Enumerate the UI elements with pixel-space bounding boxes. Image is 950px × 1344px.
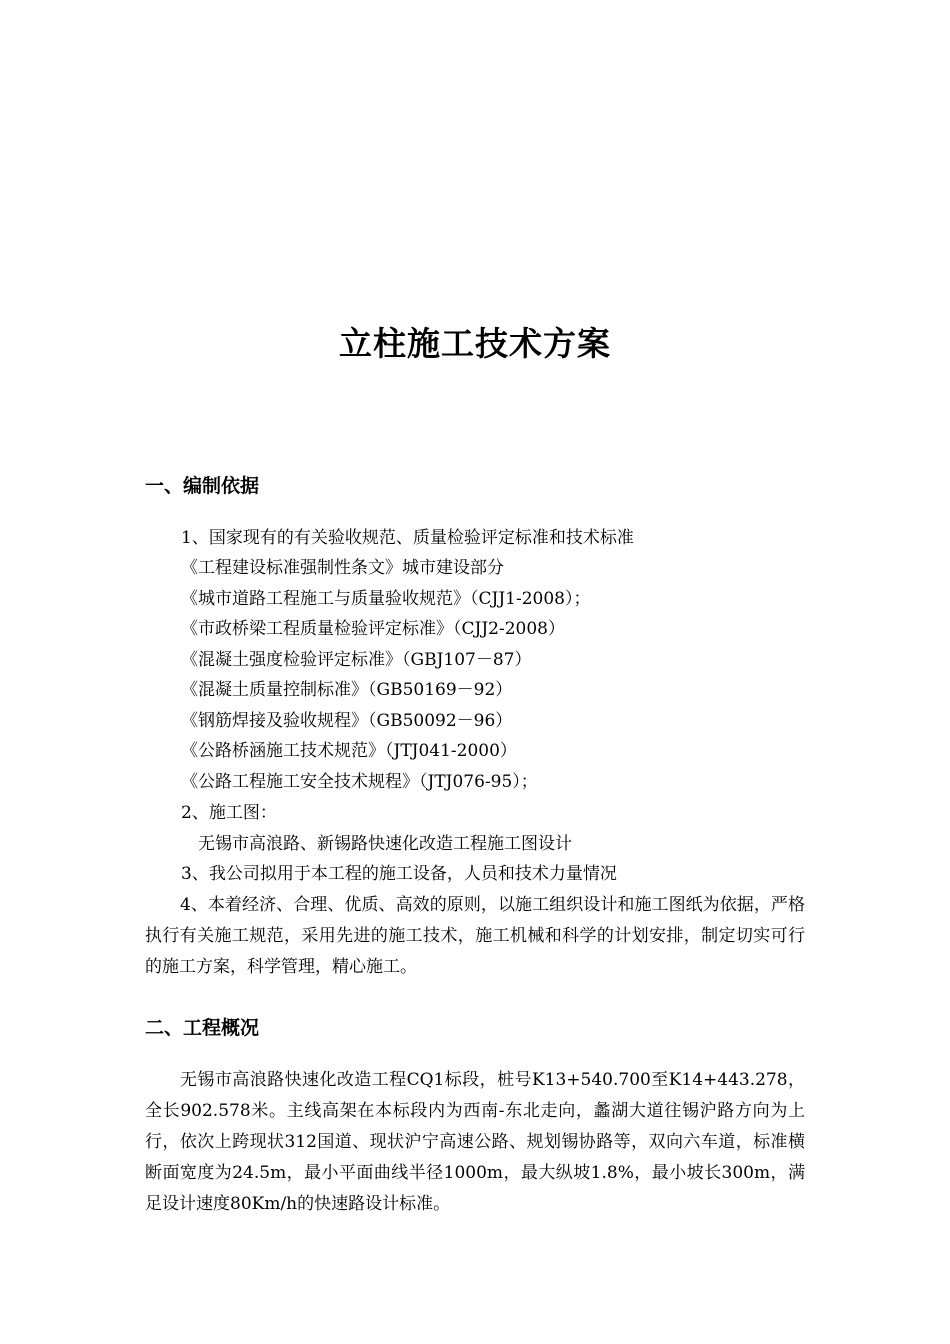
basis-item-1: 1、国家现有的有关验收规范、质量检验评定标准和技术标准 — [181, 528, 634, 548]
standard-item: 《钢筋焊接及验收规程》（GB50092－96） — [181, 711, 513, 731]
section-heading-overview: 二、工程概况 — [145, 1017, 260, 1039]
standard-item: 《城市道路工程施工与质量验收规范》（CJJ1-2008）； — [181, 589, 591, 609]
section-heading-basis: 一、编制依据 — [145, 475, 260, 497]
basis-item-4: 4、本着经济、合理、优质、高效的原则，以施工组织设计和施工图纸为依据，严格执行有关施工规范，采用先进的施工技术，施工机械和科学的计划安排，制定切实可行的施工方案，科学管理，精心施工。 — [145, 895, 805, 977]
standard-item: 《公路桥涵施工技术规范》（JTJ041-2000） — [181, 741, 517, 761]
standard-item: 《混凝土强度检验评定标准》（GBJ107－87） — [181, 650, 532, 670]
standard-item: 《混凝土质量控制标准》（GB50169－92） — [181, 680, 513, 700]
standard-item: 《工程建设标准强制性条文》城市建设部分 — [181, 558, 504, 578]
basis-item-3: 3、我公司拟用于本工程的施工设备，人员和技术力量情况 — [181, 864, 617, 884]
basis-item-2-detail: 无锡市高浪路、新锡路快速化改造工程施工图设计 — [198, 834, 572, 854]
standard-item: 《公路工程施工安全技术规程》（JTJ076-95）； — [181, 772, 538, 792]
standard-item: 《市政桥梁工程质量检验评定标准》（CJJ2-2008） — [181, 619, 565, 639]
document-title: 立柱施工技术方案 — [339, 324, 611, 363]
basis-item-2: 2、施工图： — [181, 803, 277, 823]
overview-paragraph: 无锡市高浪路快速化改造工程CQ1标段，桩号K13+540.700至K14+443.278，全长902.578米。主线高架在本标段内为西南-东北走向，蠡湖大道往锡沪路方向为上行，依次上跨现状312国道、现状沪宁高速公路、规划锡协路等，双向六车道，标准横断面宽度为24.5m，最小平面曲线半径1000m，最大纵坡1.8%，最小坡长300m，满足设计速度80Km/h的快速路设计标准。 — [145, 1070, 805, 1214]
